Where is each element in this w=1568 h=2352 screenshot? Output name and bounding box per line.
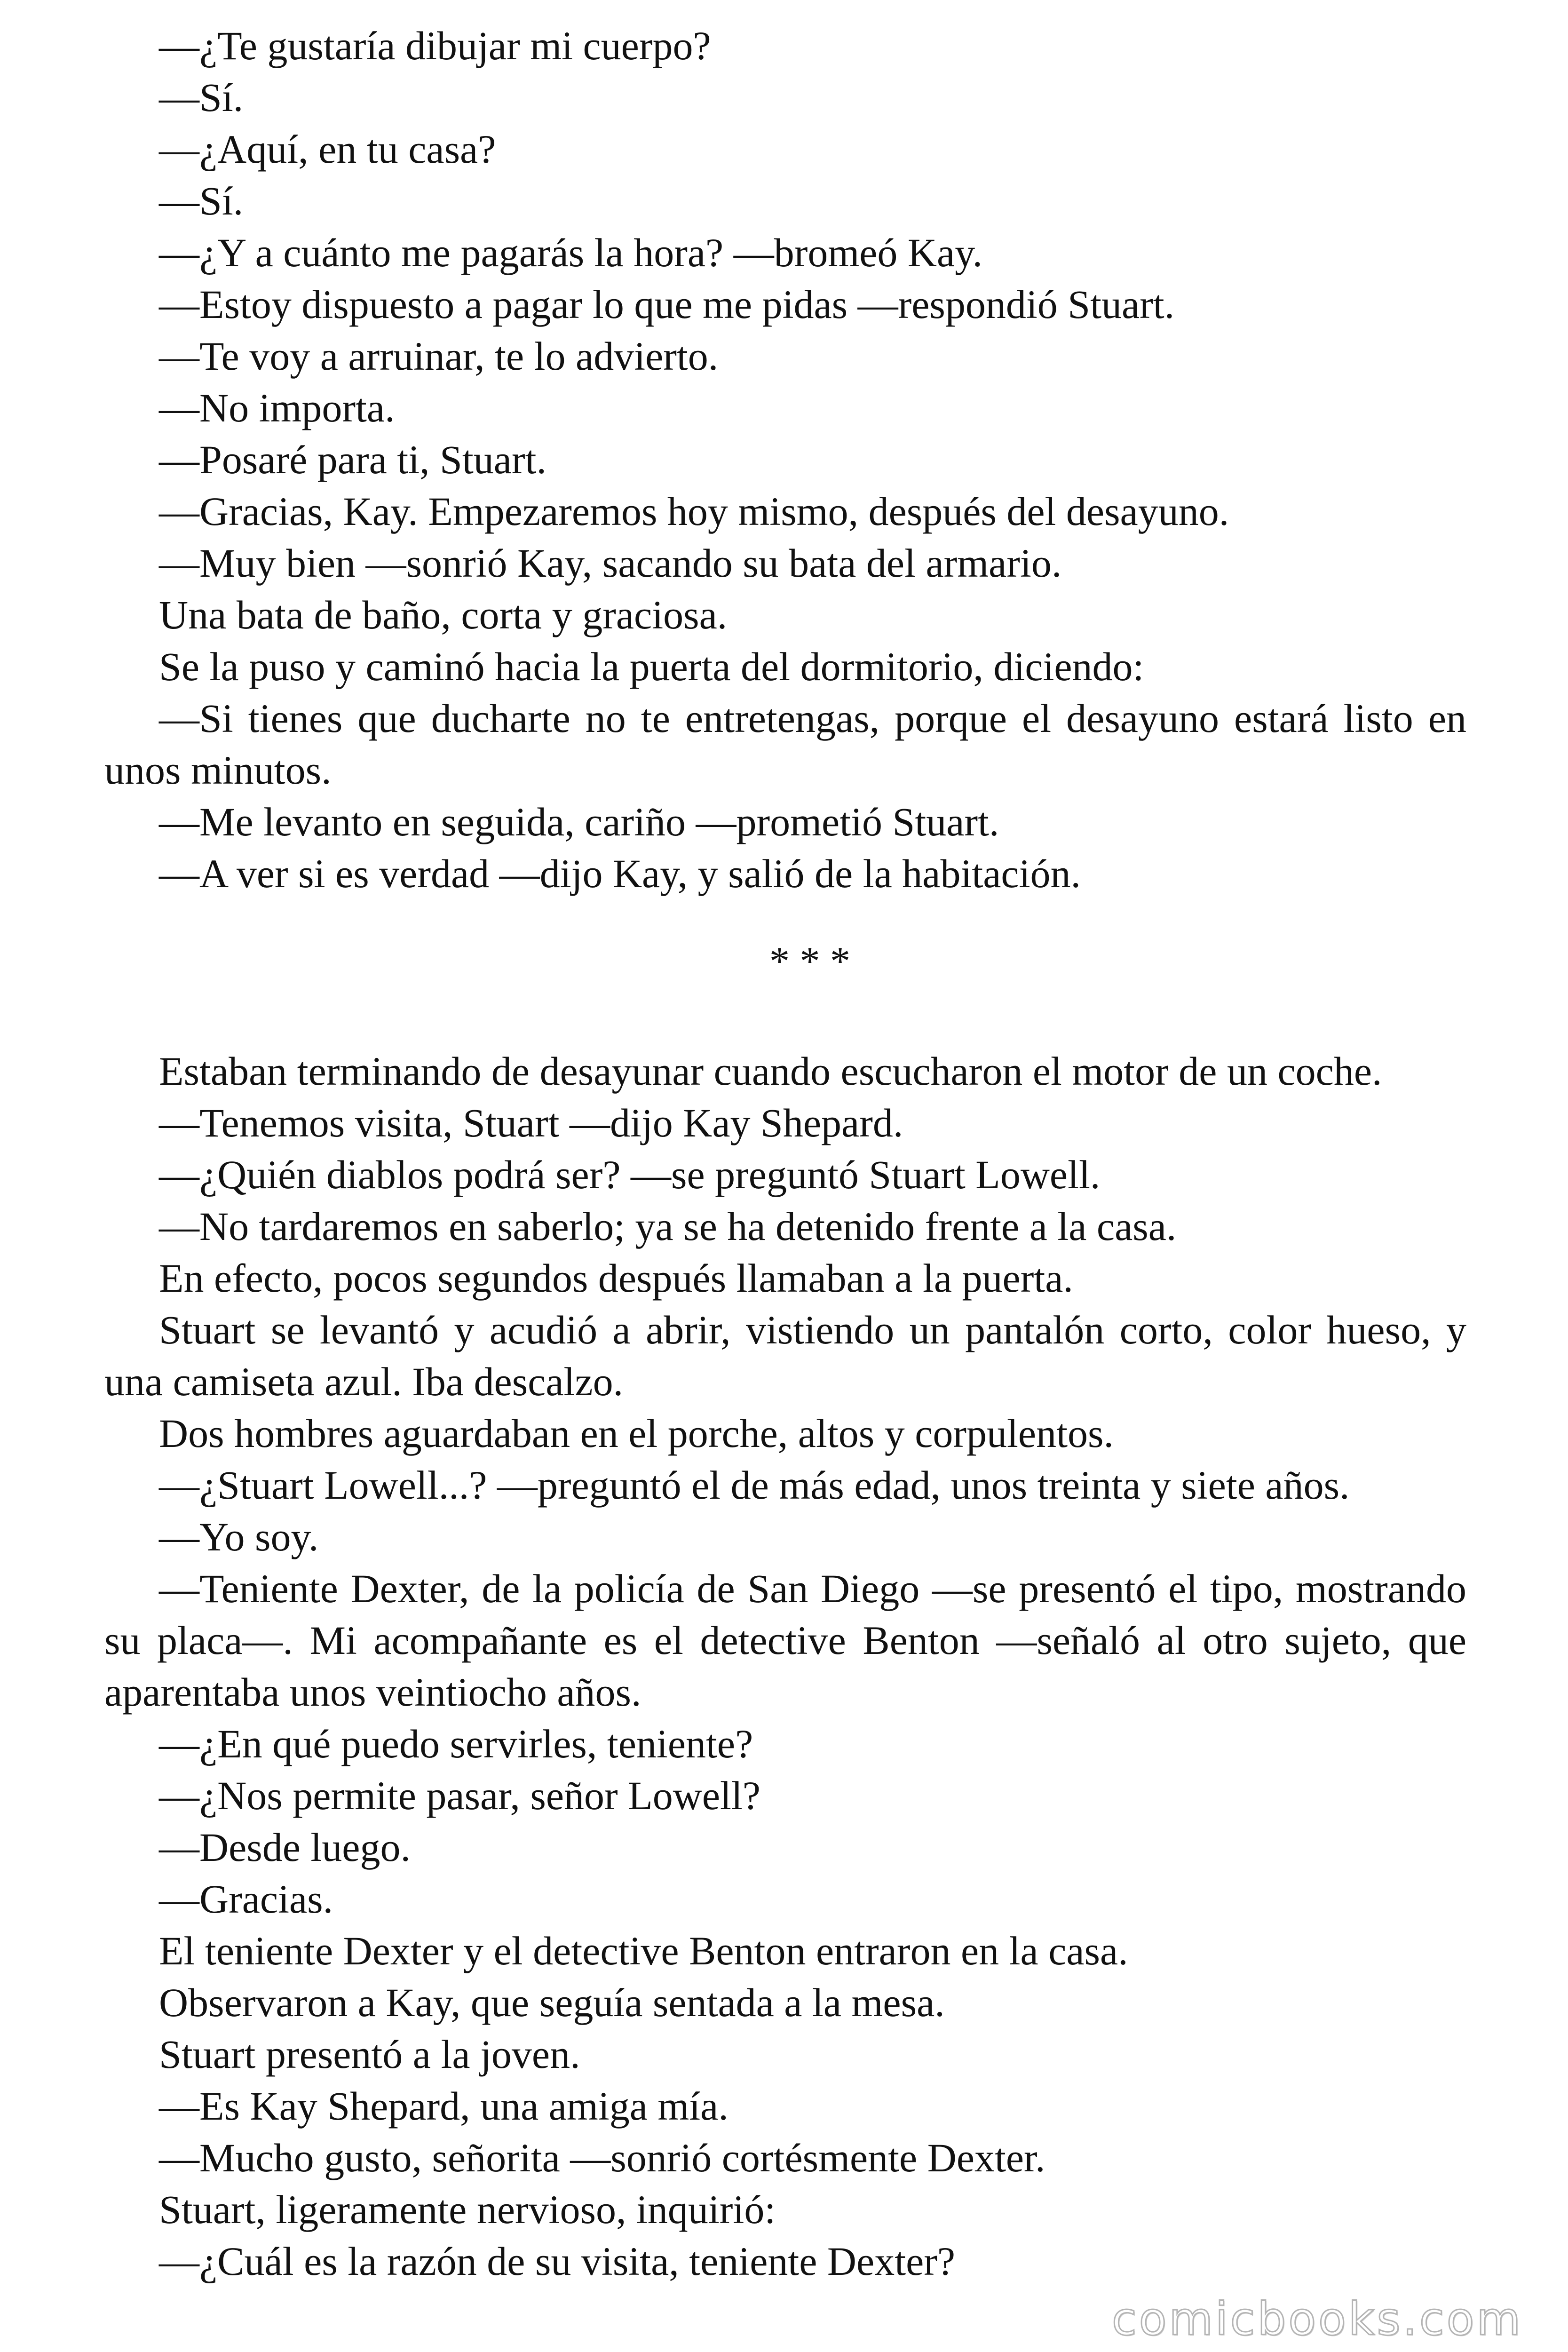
paragraph: —Me levanto en seguida, cariño —prometió Stuart. bbox=[159, 799, 999, 844]
text-section-dialogue bbox=[104, 20, 1466, 899]
paragraph: Stuart se levantó y acudió a abrir, vistiendo un pantalón corto, color hueso, y una camiseta azul. Iba descalzo. bbox=[104, 1307, 1466, 1404]
paragraph: El teniente Dexter y el detective Benton entraron en la casa. bbox=[159, 1928, 1128, 1973]
paragraph: Stuart presentó a la joven. bbox=[159, 2032, 580, 2077]
paragraph: —¿Y a cuánto me pagarás la hora? —bromeó Kay. bbox=[159, 230, 983, 275]
paragraph: —Teniente Dexter, de la policía de San Diego —se presentó el tipo, mostrando su placa—. Mi acompañante es el detective Benton —señaló al otro sujeto, que aparentaba unos veintiocho años. bbox=[104, 1566, 1466, 1715]
paragraph: —Gracias. bbox=[159, 1876, 333, 1922]
paragraph: —Muy bien —sonrió Kay, sacando su bata del armario. bbox=[159, 540, 1062, 586]
scene-break: * * * bbox=[769, 938, 850, 984]
paragraph: —No importa. bbox=[159, 385, 395, 430]
paragraph: —Sí. bbox=[159, 178, 244, 223]
paragraph: Dos hombres aguardaban en el porche, altos y corpulentos. bbox=[159, 1411, 1114, 1456]
text-section-visit bbox=[104, 1045, 1466, 2287]
paragraph: Se la puso y caminó hacia la puerta del dormitorio, diciendo: bbox=[159, 644, 1144, 689]
paragraph: —Sí. bbox=[159, 75, 244, 120]
paragraph: —Desde luego. bbox=[159, 1825, 411, 1870]
paragraph: —¿Te gustaría dibujar mi cuerpo? bbox=[159, 23, 711, 68]
paragraph: Stuart, ligeramente nervioso, inquirió: bbox=[159, 2187, 776, 2232]
paragraph: —Es Kay Shepard, una amiga mía. bbox=[159, 2083, 729, 2129]
paragraph: —A ver si es verdad —dijo Kay, y salió de la habitación. bbox=[159, 851, 1081, 896]
paragraph: —Posaré para ti, Stuart. bbox=[159, 437, 546, 482]
paragraph: —¿Aquí, en tu casa? bbox=[159, 127, 496, 172]
paragraph: —¿Quién diablos podrá ser? —se preguntó Stuart Lowell. bbox=[159, 1152, 1101, 1197]
paragraph: —¿En qué puedo servirles, teniente? bbox=[159, 1721, 753, 1766]
paragraph: —Si tienes que ducharte no te entretengas, porque el desayuno estará listo en unos minutos. bbox=[104, 696, 1466, 793]
paragraph: En efecto, pocos segundos después llamaban a la puerta. bbox=[159, 1255, 1073, 1301]
paragraph: —Yo soy. bbox=[159, 1514, 319, 1559]
paragraph: —Te voy a arruinar, te lo advierto. bbox=[159, 334, 719, 379]
paragraph: —¿Cuál es la razón de su visita, teniente Dexter? bbox=[159, 2239, 956, 2284]
paragraph: —¿Nos permite pasar, señor Lowell? bbox=[159, 1773, 760, 1818]
paragraph: —Mucho gusto, señorita —sonrió cortésmente Dexter. bbox=[159, 2135, 1045, 2180]
paragraph: —¿Stuart Lowell...? —preguntó el de más edad, unos treinta y siete años. bbox=[159, 1462, 1350, 1508]
paragraph: —Tenemos visita, Stuart —dijo Kay Shepard. bbox=[159, 1100, 903, 1145]
paragraph: —No tardaremos en saberlo; ya se ha detenido frente a la casa. bbox=[159, 1204, 1177, 1249]
paragraph: Una bata de baño, corta y graciosa. bbox=[159, 592, 728, 637]
paragraph: Observaron a Kay, que seguía sentada a la mesa. bbox=[159, 1980, 945, 2025]
paragraph: —Estoy dispuesto a pagar lo que me pidas —respondió Stuart. bbox=[159, 282, 1175, 327]
watermark: comicbooks.com bbox=[1111, 2293, 1523, 2345]
paragraph: —Gracias, Kay. Empezaremos hoy mismo, después del desayuno. bbox=[159, 489, 1229, 534]
paragraph: Estaban terminando de desayunar cuando escucharon el motor de un coche. bbox=[159, 1049, 1382, 1094]
